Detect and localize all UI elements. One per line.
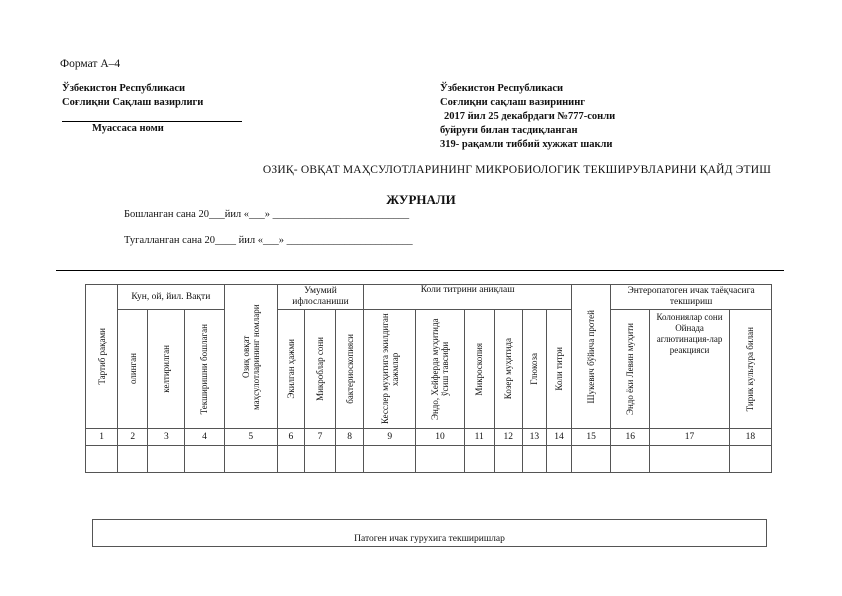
col-header-17: Колониялар сони Ойнада аглютинация-лар реакцияси [650, 310, 729, 429]
entry-cell[interactable] [650, 446, 729, 473]
entry-cell[interactable] [224, 446, 277, 473]
col-number-7: 7 [304, 429, 335, 446]
col-number-11: 11 [464, 429, 494, 446]
pathogen-section-box [92, 519, 767, 547]
header-right-line5: 319- рақамли тиббий хужжат шакли [440, 139, 613, 150]
col-header-15: Шукевич бўйича протей [572, 285, 611, 429]
col-number-13: 13 [522, 429, 546, 446]
col-header-13: Глюкоза [522, 310, 546, 429]
col-header-9: Кесслер муҳитига экилдиган хажмлар [364, 310, 416, 429]
entry-cell[interactable] [336, 446, 364, 473]
header-left-line2: Соғлиқни Сақлаш вазирлиги [62, 97, 204, 108]
entry-cell[interactable] [185, 446, 224, 473]
col-header-16: Эндо ёки Левин муҳити [611, 310, 650, 429]
col-header-3: келтирилган [148, 310, 185, 429]
entry-cell[interactable] [546, 446, 571, 473]
group-enteropathogen: Энтеропатоген ичак таёқчасига текшириш [611, 285, 772, 310]
col-header-2: олинган [118, 310, 148, 429]
group-datetime: Кун, ой, йил. Вақти [118, 285, 224, 310]
entry-cell[interactable] [304, 446, 335, 473]
institution-underline [62, 121, 242, 122]
entry-cell[interactable] [148, 446, 185, 473]
header-right-line4: буйруғи билан тасдиқланган [440, 125, 578, 136]
col-number-17: 17 [650, 429, 729, 446]
col-number-18: 18 [729, 429, 771, 446]
entry-cell[interactable] [572, 446, 611, 473]
col-header-7: Микроблар сони [304, 310, 335, 429]
col-number-14: 14 [546, 429, 571, 446]
header-left [62, 82, 203, 110]
col-header-10: Эндо, Хейферда муҳитида ўсиш тавсифи [416, 310, 464, 429]
entry-cell[interactable] [118, 446, 148, 473]
institution-label: Муассаса номи [92, 123, 164, 134]
format-label: Формат А–4 [60, 58, 121, 70]
entry-cell[interactable] [729, 446, 771, 473]
col-number-3: 3 [148, 429, 185, 446]
col-number-15: 15 [572, 429, 611, 446]
entry-cell[interactable] [494, 446, 522, 473]
col-number-12: 12 [494, 429, 522, 446]
journal-title: ЖУРНАЛИ [386, 192, 456, 207]
end-date-line: Тугалланган сана 20____ йил «___» ________________________ [124, 235, 413, 246]
header-right-line3: 2017 йил 25 декабрдаги №777-сонли [444, 111, 616, 122]
entry-cell[interactable] [364, 446, 416, 473]
entry-cell[interactable] [611, 446, 650, 473]
col-header-1: Тартиб рақами [86, 285, 118, 429]
entry-cell[interactable] [86, 446, 118, 473]
header-right-line1: Ўзбекистон Республикаси [440, 83, 564, 94]
col-header-6: Экилган ҳажми [277, 310, 304, 429]
col-number-2: 2 [118, 429, 148, 446]
col-number-5: 5 [224, 429, 277, 446]
col-number-1: 1 [86, 429, 118, 446]
entry-cell[interactable] [464, 446, 494, 473]
entry-cell[interactable] [416, 446, 464, 473]
header-left-line1: Ўзбекистон Республикаси [62, 83, 186, 94]
col-header-11: Микроскопия [464, 310, 494, 429]
header-row [86, 310, 772, 429]
document-title [0, 164, 842, 176]
group-contamination: Умумий ифлосланиши [277, 285, 363, 310]
document-title-text: ОЗИҚ- ОВҚАТ МАҲСУЛОТЛАРИНИНГ МИКРОБИОЛОГИК ТЕКШИРУВЛАРИНИ ҚАЙД ЭТИШ [262, 164, 772, 176]
col-header-12: Козер муҳитида [494, 310, 522, 429]
col-header-4: Текширишни бошлаган [185, 310, 224, 429]
col-number-8: 8 [336, 429, 364, 446]
header-group-row [86, 285, 772, 310]
col-header-14: Коли титри [546, 310, 571, 429]
separator-line [56, 270, 784, 271]
entry-cell[interactable] [522, 446, 546, 473]
start-date-line: Бошланган сана 20___йил «___» __________________________ [124, 209, 410, 220]
journal-table [85, 284, 772, 473]
column-number-row [86, 429, 772, 446]
col-header-18: Тирик культура билан [729, 310, 771, 429]
col-number-6: 6 [277, 429, 304, 446]
col-header-5: Озиқ овқат маҳсулотларининг номлари [224, 285, 277, 429]
header-right-line2: Соғлиқни сақлаш вазирининг [440, 97, 586, 108]
group-coli-titer: Коли титрини аниқлаш [364, 285, 572, 310]
col-number-9: 9 [364, 429, 416, 446]
empty-entry-row [86, 446, 772, 473]
col-header-8: бактериоскопияси [336, 310, 364, 429]
entry-cell[interactable] [277, 446, 304, 473]
col-number-10: 10 [416, 429, 464, 446]
col-number-4: 4 [185, 429, 224, 446]
header-right [440, 82, 615, 152]
pathogen-section-label: Патоген ичак гурухига текширишлар [354, 534, 505, 544]
col-number-16: 16 [611, 429, 650, 446]
